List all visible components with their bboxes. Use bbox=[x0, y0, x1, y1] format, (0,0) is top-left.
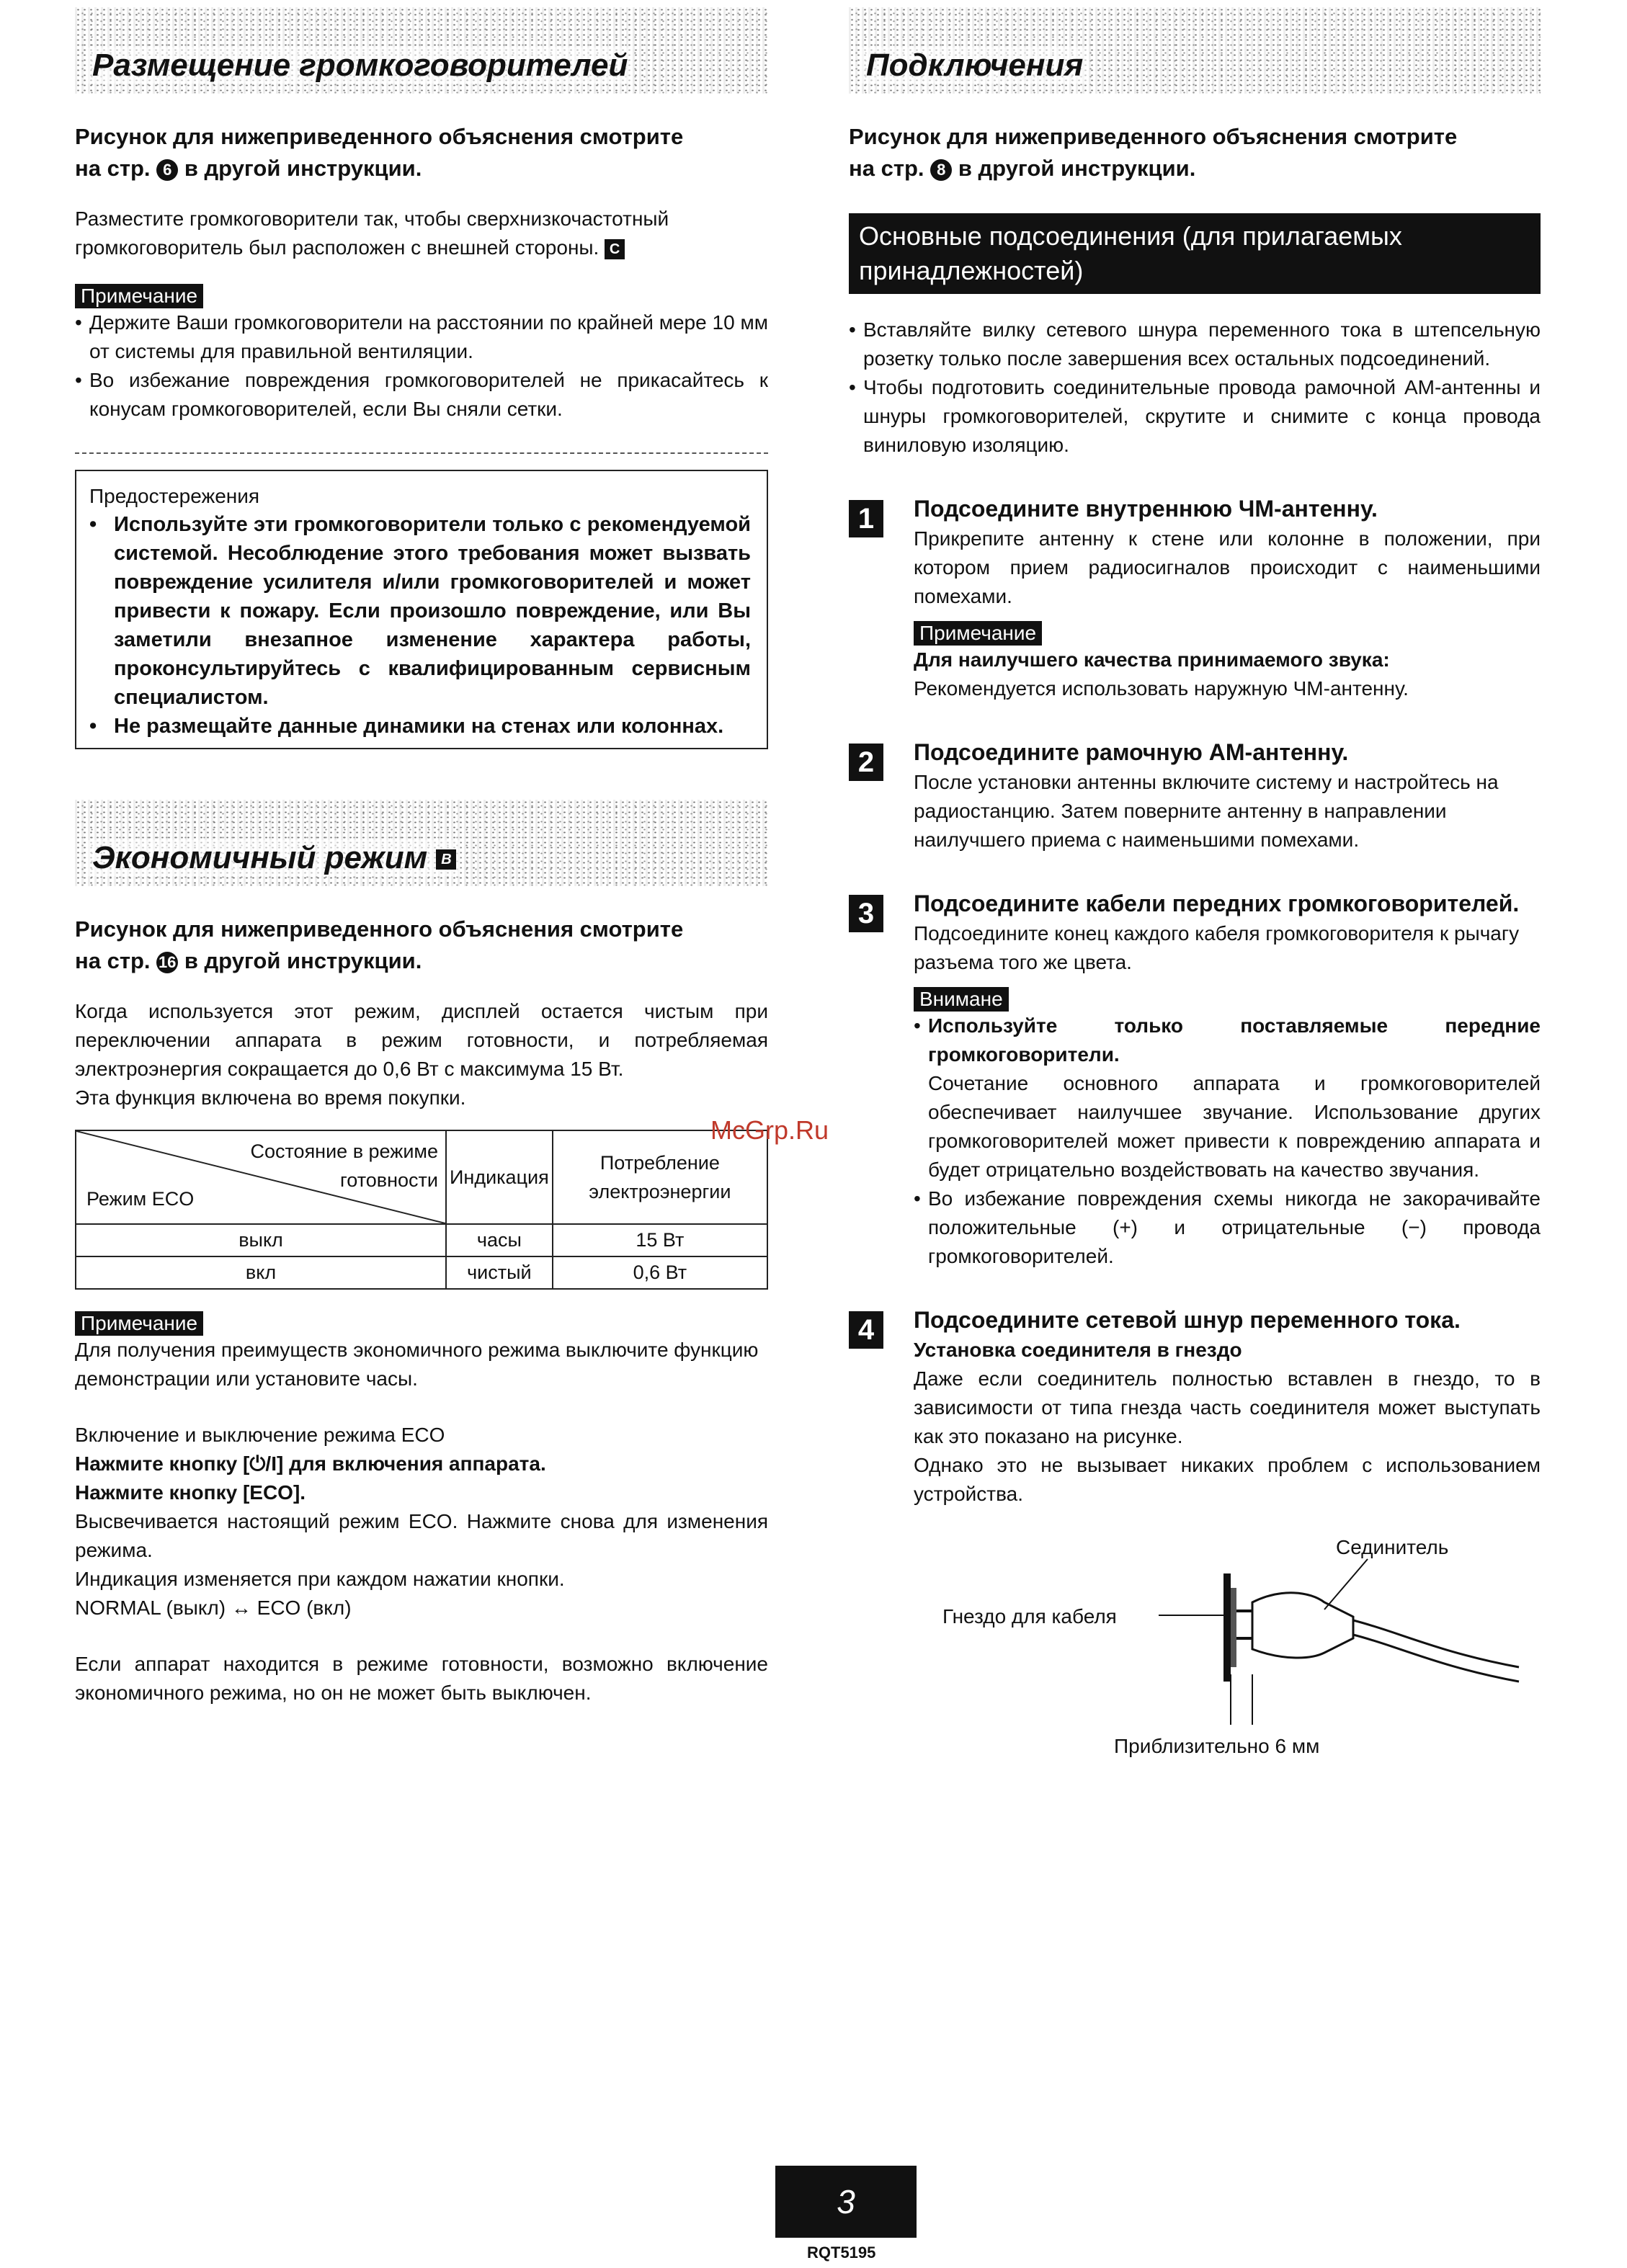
step-3 bbox=[849, 888, 1541, 1271]
document-code: RQT5195 bbox=[807, 2244, 876, 2262]
eco-cycle: NORMAL (выкл) ↔ ECO (вкл) bbox=[75, 1597, 352, 1619]
eco-section-title: Экономичный режим B bbox=[88, 840, 460, 876]
eco-shown: Высвечивается настоящий режим ECO. Нажмите снова для изменения режима. bbox=[75, 1510, 768, 1561]
eco-note: Для получения преимуществ экономичного режима выключите функцию демонстрации или установите часы. bbox=[75, 1339, 759, 1390]
step-body-2: Однако это не вызывает никаких проблем с использованием устройства. bbox=[914, 1454, 1541, 1505]
caution-box bbox=[75, 470, 768, 749]
step-1 bbox=[849, 493, 1541, 703]
eco-body-2: Эта функция включена во время покупки. bbox=[75, 1086, 466, 1109]
connections-title: Подключения bbox=[862, 48, 1087, 84]
step-title: Подсоедините внутреннюю ЧМ-антенну. bbox=[914, 496, 1378, 522]
step-body: Прикрепите антенну к стене или колонне в положении, при котором прием радиосигналов происходит с наименьшими помехами. bbox=[914, 527, 1541, 607]
figure-mark: B bbox=[436, 849, 456, 870]
speaker-ref: Рисунок для нижеприведенного объяснения смотрите на стр. 6 в другой инструкции. bbox=[75, 124, 684, 181]
step-subtitle: Установка соединителя в гнездо bbox=[914, 1339, 1242, 1361]
speaker-section-title: Размещение громкоговорителей bbox=[88, 48, 632, 84]
eco-ref: Рисунок для нижеприведенного объяснения смотрите на стр. 16 в другой инструкции. bbox=[75, 916, 684, 973]
page-number: 3 bbox=[775, 2166, 917, 2238]
step-body: Подсоедините конец каждого кабеля громкоговорителя к рычагу разъема того же цвета. bbox=[914, 922, 1520, 973]
list-item: • Во избежание повреждения схемы никогда не закорачивайте положительные (+) и отрицательные (−) провода громкоговорителей. bbox=[914, 1184, 1541, 1271]
list-item: • Вставляйте вилку сетевого шнура переменного тока в штепсельную розетку только после завершения всех остальных подсоединений. bbox=[849, 316, 1541, 373]
caution-title: Предостережения bbox=[89, 485, 260, 507]
step-title: Подсоедините рамочную АМ-антенну. bbox=[914, 739, 1349, 765]
note-tag: Примечание bbox=[75, 284, 203, 308]
right-column bbox=[849, 0, 1541, 1768]
figure-mark: C bbox=[605, 239, 625, 259]
speaker-section-banner bbox=[75, 7, 768, 94]
table-row: вкл чистый 0,6 Вт bbox=[76, 1256, 767, 1289]
connection-bullets bbox=[849, 316, 1541, 460]
step-body: Даже если соединитель полностью вставлен в гнездо, то в зависимости от типа гнезда часть соединителя может выступать как это показано на рисунке. bbox=[914, 1367, 1541, 1447]
list-item: • Используйте только поставляемые передние громкоговорители. Сочетание основного аппарата и громкоговорителей обеспечивает наилучшее звучание. Использование других громкоговорителей может привести к повреждению аппарата и будет отрицательно воздействовать на качество звучания. bbox=[914, 1012, 1541, 1184]
page-ref-badge: 6 bbox=[156, 159, 178, 181]
step-number: 1 bbox=[849, 500, 883, 537]
corner-top-label: Состояние в режиме готовности bbox=[250, 1140, 438, 1191]
corner-bottom-label: Режим ECO bbox=[86, 1188, 195, 1210]
basic-connections-heading: Основные подсоединения (для прилагаемых принадлежностей) bbox=[849, 213, 1541, 294]
step-body: После установки антенны включите систему и настройтесь на радиостанцию. Затем поверните антенну в направлении наилучшего приема с наименьшими помехами. bbox=[914, 771, 1499, 851]
step-title: Подсоедините сетевой шнур переменного тока. bbox=[914, 1307, 1461, 1333]
step-note-bold: Для наилучшего качества принимаемого звука: bbox=[914, 648, 1390, 671]
watermark: McGrp.Ru bbox=[710, 1115, 829, 1145]
eco-changes: Индикация изменяется при каждом нажатии кнопки. bbox=[75, 1568, 565, 1590]
list-item: • Используйте эти громкоговорители только с рекомендуемой системой. Несоблюдение этого требования может вызвать повреждение усилителя и/или громкоговорителей и может привести к пожару. Если произошло повреждение, или Вы заметили внезапное изменение характера работы, проконсультируйтесь с квалифицированным сервисным специалистом. bbox=[89, 510, 751, 712]
table-corner-cell bbox=[76, 1130, 446, 1224]
eco-section-banner bbox=[75, 800, 768, 886]
step-number: 3 bbox=[849, 895, 883, 932]
divider bbox=[75, 452, 768, 454]
figure-label-connector: Сединитель bbox=[1336, 1536, 1449, 1558]
page-ref-badge: 16 bbox=[156, 952, 178, 973]
page-ref-badge: 8 bbox=[930, 159, 952, 181]
warning-tag: Внимане bbox=[914, 987, 1009, 1012]
table-row: выкл часы 15 Вт bbox=[76, 1224, 767, 1256]
table-header: Потребление электроэнергии bbox=[553, 1130, 767, 1224]
table-header: Индикация bbox=[446, 1130, 553, 1224]
list-item: • Держите Ваши громкоговорители на расстоянии по крайней мере 10 мм от системы для правильной вентиляции. bbox=[75, 308, 768, 366]
list-item: • Не размещайте данные динамики на стенах или колоннах. bbox=[89, 712, 751, 741]
step-title: Подсоедините кабели передних громкоговорителей. bbox=[914, 890, 1520, 916]
eco-switch-title: Включение и выключение режима ECO bbox=[75, 1424, 445, 1446]
connector-figure bbox=[849, 1530, 1541, 1768]
press-power-instruction: Нажмите кнопку [⏻/I] для включения аппарата. bbox=[75, 1452, 546, 1475]
list-item: • Чтобы подготовить соединительные провода рамочной AM-антенны и шнуры громкоговорителей, скрутите и снимите с конца провода виниловую изоляцию. bbox=[849, 373, 1541, 460]
step-number: 2 bbox=[849, 744, 883, 781]
figure-label-gap: Приблизительно 6 мм bbox=[1114, 1735, 1320, 1757]
note-tag: Примечание bbox=[914, 621, 1042, 646]
press-eco-instruction: Нажмите кнопку [ECO]. bbox=[75, 1481, 306, 1504]
step-warnings bbox=[914, 1012, 1541, 1271]
step-note: Рекомендуется использовать наружную ЧМ-антенну. bbox=[914, 677, 1409, 700]
note-tag: Примечание bbox=[75, 1311, 203, 1336]
step-number: 4 bbox=[849, 1311, 883, 1349]
figure-label-socket: Гнездо для кабеля bbox=[942, 1605, 1117, 1628]
plug-illustration bbox=[849, 1530, 1541, 1732]
list-item: • Во избежание повреждения громкоговорителей не прикасайтесь к конусам громкоговорителей, если Вы сняли сетки. bbox=[75, 366, 768, 424]
speaker-body: Разместите громкоговорители так, чтобы сверхнизкочастотный громкоговоритель был расположен с внешней стороны. C bbox=[75, 207, 669, 259]
eco-body: Когда используется этот режим, дисплей остается чистым при переключении аппарата в режим готовности, и потребляемая электроэнергия сокращается до 0,6 Вт с максимума 15 Вт. bbox=[75, 1000, 768, 1080]
connections-banner bbox=[849, 7, 1541, 94]
speaker-notes bbox=[75, 308, 768, 424]
connections-ref: Рисунок для нижеприведенного объяснения смотрите на стр. 8 в другой инструкции. bbox=[849, 124, 1458, 181]
step-4 bbox=[849, 1304, 1541, 1509]
left-column bbox=[75, 0, 768, 1707]
eco-standby-note: Если аппарат находится в режиме готовности, возможно включение экономичного режима, но он не может быть выключен. bbox=[75, 1653, 768, 1704]
eco-table bbox=[75, 1130, 768, 1290]
step-2 bbox=[849, 736, 1541, 854]
